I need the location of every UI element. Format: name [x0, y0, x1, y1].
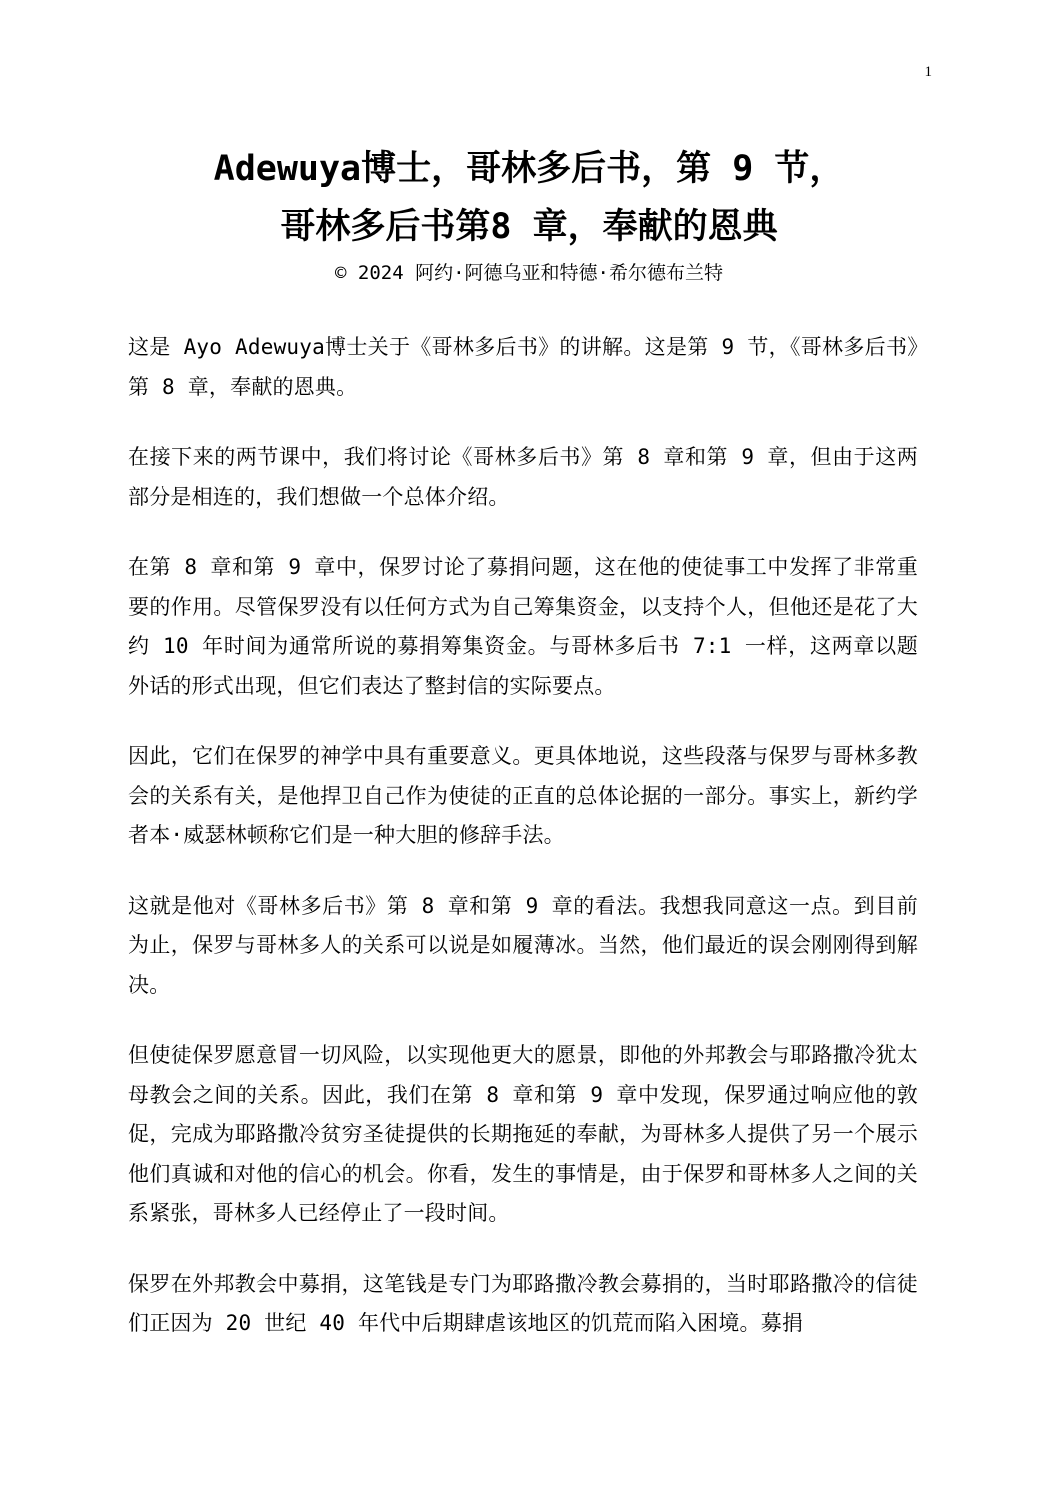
- copyright-line: © 2024 阿约·阿德乌亚和特德·希尔德布兰特: [335, 262, 723, 284]
- title-block: [0, 140, 1058, 286]
- paragraph-4: 因此，它们在保罗的神学中具有重要意义。更具体地说，这些段落与保罗与哥林多教会的关系有关，是他捍卫自己作为使徒的正直的总体论据的一部分。事实上，新约学者本·威瑟林顿称它们是一种大胆的修辞手法。: [128, 744, 918, 847]
- paragraph-2: 在接下来的两节课中，我们将讨论《哥林多后书》第 8 章和第 9 章，但由于这两部分是相连的，我们想做一个总体介绍。: [128, 445, 918, 509]
- page-number: 1: [924, 64, 932, 80]
- paragraph-7: 保罗在外邦教会中募捐，这笔钱是专门为耶路撒冷教会募捐的，当时耶路撒冷的信徒们正因为 20 世纪 40 年代中后期肆虐该地区的饥荒而陷入困境。募捐: [128, 1271, 918, 1335]
- paragraph-3: 在第 8 章和第 9 章中，保罗讨论了募捐问题，这在他的使徒事工中发挥了非常重要的作用。尽管保罗没有以任何方式为自己筹集资金，以支持个人，但他还是花了大约 10 年时间为通常所说的募捐筹集资金。与哥林多后书 7:1 一样，这两章以题外话的形式出现，但它们表达了整封信的实际要点。: [128, 555, 918, 698]
- title-line-2: 哥林多后书第8 章，奉献的恩典: [280, 207, 778, 247]
- paragraph-1: 这是 Ayo Adewuya博士关于《哥林多后书》的讲解。这是第 9 节，《哥林多后书》第 8 章，奉献的恩典。: [128, 335, 918, 399]
- paragraph-6: 但使徒保罗愿意冒一切风险，以实现他更大的愿景，即他的外邦教会与耶路撒冷犹太母教会之间的关系。因此，我们在第 8 章和第 9 章中发现，保罗通过响应他的敦促，完成为耶路撒冷贫穷圣徒提供的长期拖延的奉献，为哥林多人提供了另一个展示他们真诚和对他的信心的机会。你看，发生的事情是，由于保罗和哥林多人之间的关系紧张，哥林多人已经停止了一段时间。: [128, 1043, 918, 1225]
- document-body: [128, 328, 918, 1375]
- paragraph-5: 这就是他对《哥林多后书》第 8 章和第 9 章的看法。我想我同意这一点。到目前为止，保罗与哥林多人的关系可以说是如履薄冰。当然，他们最近的误会刚刚得到解决。: [128, 893, 918, 997]
- title-line-1: Adewuya博士，哥林多后书，第 9 节，: [213, 149, 845, 189]
